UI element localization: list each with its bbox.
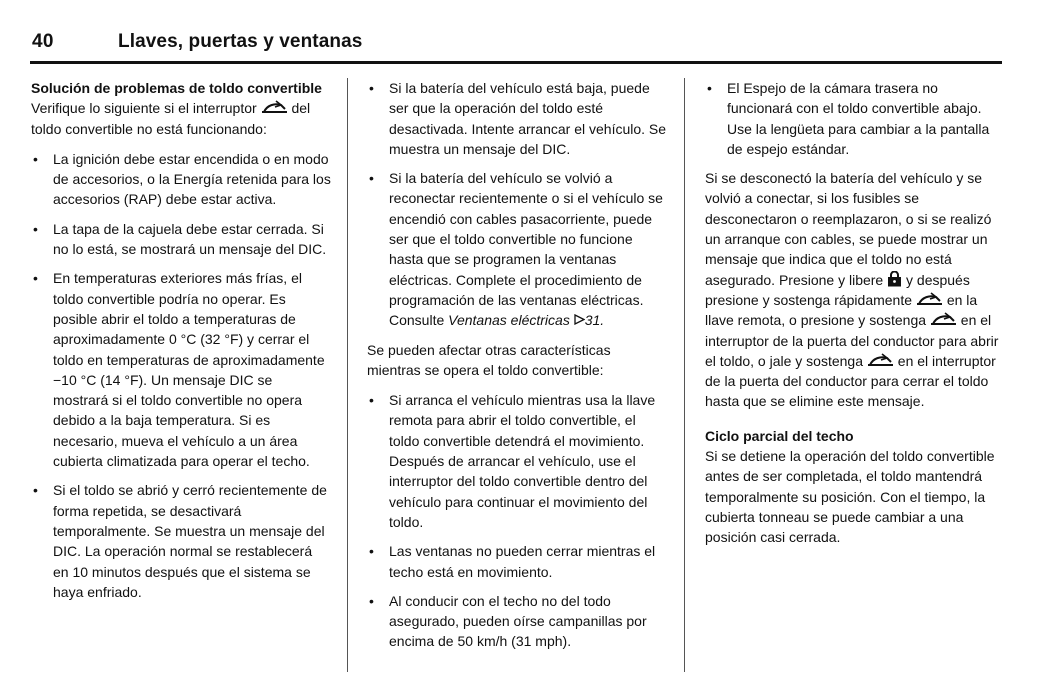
- bullet-icon: •: [369, 392, 374, 409]
- bullet-icon: •: [707, 80, 712, 96]
- bullet-icon: •: [369, 170, 374, 187]
- paragraph-text: en el interruptor de la puerta del conductor para cerrar el toldo hasta que se elimine este mensaje.: [705, 352, 996, 410]
- bullet-icon: •: [33, 482, 38, 499]
- intro-paragraph: [31, 98, 331, 139]
- page-number: 40: [32, 31, 54, 52]
- cross-reference-link[interactable]: Ventanas eléctricas: [448, 312, 570, 329]
- reference-arrow-icon: [574, 314, 585, 325]
- list-item-text: La ignición debe estar encendida o en modo de accesorios, o la Energía retenida para los accesorios (RAP) debe estar activa.: [53, 150, 331, 208]
- convertible-roof-icon: [930, 312, 957, 326]
- features-list: [367, 390, 667, 652]
- list-item-text: Las ventanas no pueden cerrar mientras el techo está en movimiento.: [389, 543, 656, 580]
- list-item-text: En temperaturas exteriores más frías, el toldo convertible podría no operar. Es posible abrir el toldo a temperaturas de aproximadamente 0 °C (32 °F) y cerrar el toldo en temperaturas de aproximadamente −10 °C (14 °F). Un mensaje DIC se mostrará si el toldo convertible no opera debido a la baja temperatura. Si es necesario, mueva el vehículo a un área cubierta climatizada para operar el techo.: [53, 270, 325, 470]
- convertible-roof-icon: [261, 100, 288, 114]
- bullet-icon: •: [369, 543, 374, 560]
- column-1: [31, 78, 331, 611]
- bullet-icon: •: [33, 220, 38, 237]
- list-item: [705, 78, 1003, 159]
- list-item: [367, 390, 667, 532]
- intro-text-b: del toldo convertible no está funcionando:: [31, 100, 311, 137]
- bullet-icon: •: [369, 80, 374, 96]
- column-divider-1: [347, 78, 348, 672]
- bullet-icon: •: [33, 150, 38, 167]
- mirror-list: [705, 78, 1003, 159]
- paragraph-text: Si se desconectó la batería del vehículo y se volvió a conectar, si los fusibles se desconectaron o reemplazaron, o si se realizó un arranque con cables, se puede mostrar un mensaje que indica que el toldo no está asegurado. Presione y libere: [705, 170, 992, 288]
- convertible-roof-icon: [916, 292, 943, 306]
- page-header: [32, 31, 1002, 57]
- list-item: [367, 541, 667, 582]
- troubleshooting-list: [31, 149, 331, 602]
- cross-reference-page: 31.: [584, 312, 605, 329]
- header-rule: [30, 61, 1002, 64]
- column-divider-2: [684, 78, 685, 672]
- column-2: [367, 78, 667, 661]
- list-item: [31, 268, 331, 471]
- intro-text-a: Verifique lo siguiente si el interruptor: [31, 100, 257, 117]
- list-item-text: Si la batería del vehículo está baja, puede ser que la operación del toldo esté desactivada. Intente arrancar el vehículo. Se muestra un mensaje del DIC.: [389, 80, 667, 157]
- bullet-icon: •: [369, 592, 374, 609]
- battery-list: [367, 78, 667, 331]
- list-item-text: La tapa de la cajuela debe estar cerrada. Si no lo está, se mostrará un mensaje del DIC.: [53, 220, 327, 258]
- list-item-text: Si la batería del vehículo se volvió a reconectar recientemente o si el vehículo se encendió con cables pasacorriente, puede ser que el toldo convertible no funcione hasta que se programen la ventanas eléctricas. Complete el procedimiento de programación de las ventanas eléctricas. Consulte: [389, 170, 663, 329]
- lock-icon: [887, 271, 902, 287]
- features-paragraph: Se pueden afectar otras características mientras se opera el toldo convertible:: [367, 341, 611, 378]
- list-item: [31, 219, 331, 260]
- section-heading: Ciclo parcial del techo: [705, 427, 854, 444]
- list-item: [31, 480, 331, 602]
- column-3: [705, 78, 1003, 558]
- list-item: [367, 168, 667, 330]
- page-title: Llaves, puertas y ventanas: [118, 31, 363, 52]
- list-item: [31, 149, 331, 210]
- list-item: [367, 591, 667, 652]
- battery-reconnect-paragraph: [705, 168, 1003, 412]
- paragraph-text: en la llave remota, o presione y sostenga: [705, 291, 978, 329]
- list-item-text: El Espejo de la cámara trasera no funcionará con el toldo convertible abajo. Use la lengüeta para cambiar a la pantalla de espejo estándar.: [727, 80, 990, 157]
- section-heading: Solución de problemas de toldo convertible: [31, 80, 322, 96]
- list-item-text: Si arranca el vehículo mientras usa la llave remota para abrir el toldo convertible, el toldo convertible detendrá el movimiento. Después de arrancar el vehículo, use el interruptor del toldo convertible dentro del vehículo para continuar el movimiento del toldo.: [389, 392, 656, 530]
- paragraph-text: y después presione y sostenga rápidamente: [705, 271, 970, 308]
- list-item: [367, 78, 667, 159]
- paragraph-text: en el interruptor de la puerta del conductor para abrir el toldo, o jale y sostenga: [705, 312, 999, 369]
- list-item-text: Si el toldo se abrió y cerró recientemente de forma repetida, se desactivará temporalmente. Se muestra un mensaje del DIC. La operación normal se restablecerá en 10 minutos después que el sistema se haya enfriado.: [53, 482, 327, 600]
- partial-cycle-paragraph: Si se detiene la operación del toldo convertible antes de ser completada, el toldo mantendrá temporalmente su posición. Con el tiempo, la cubierta tonneau se puede cambiar a una posición casi cerrada.: [705, 448, 995, 546]
- convertible-roof-icon: [867, 353, 894, 367]
- list-item-text: Al conducir con el techo no del todo asegurado, pueden oírse campanillas por encima de 50 km/h (31 mph).: [389, 592, 647, 650]
- bullet-icon: •: [33, 270, 38, 287]
